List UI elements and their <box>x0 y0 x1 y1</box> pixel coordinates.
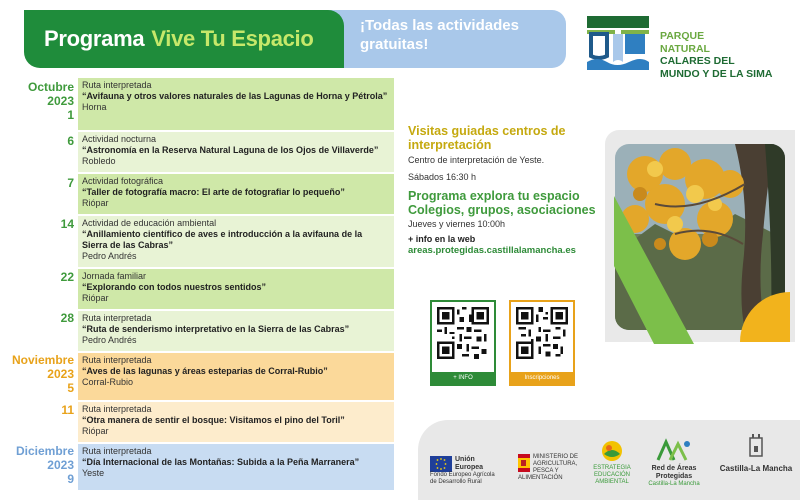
park-logo-line3: CALARES DEL <box>660 55 735 67</box>
activity-type: Actividad nocturna <box>82 134 157 144</box>
ministry-logo <box>518 454 578 482</box>
park-logo <box>585 12 795 78</box>
date-month: Diciembre <box>15 444 74 458</box>
activity-title: “Taller de fotografía macro: El arte de fotografiar lo pequeño” <box>82 187 345 197</box>
activity-type: Ruta interpretada <box>82 446 152 456</box>
schedule-item <box>78 174 394 214</box>
activity-title: “Ruta de senderismo interpretativo en la Sierra de las Cabras” <box>82 324 350 334</box>
date-nov-11 <box>61 403 74 417</box>
activity-title: “Explorando con todos nuestros sentidos” <box>82 282 267 292</box>
park-logo-icon <box>585 12 651 74</box>
schedule-item <box>78 311 394 351</box>
activity-title: “Astronomía en la Reserva Natural Laguna de los Ojos de Villaverde” <box>82 145 379 155</box>
qr-info-label: + INFO <box>432 372 494 384</box>
activity-place: Yeste <box>82 468 105 478</box>
strategy-name: ESTRATEGIA EDUCACIÓN AMBIENTAL <box>593 465 631 485</box>
date-day: 9 <box>67 472 74 486</box>
orange-circle-shape <box>740 292 790 342</box>
header-title-band <box>24 10 344 68</box>
activity-title: “Anillamiento científico de aves e introducción a la avifauna de la Sierra de las Cabras” <box>82 229 363 250</box>
date-day: 28 <box>60 311 74 325</box>
date-dec-9 <box>16 444 74 486</box>
network-name: Red de Áreas Protegidas <box>651 465 697 480</box>
activity-title: “Día Internacional de las Montañas: Subida a la Peña Marranera” <box>82 457 360 467</box>
date-oct-22 <box>61 270 74 284</box>
network-sub: Castilla-La Mancha <box>648 481 700 487</box>
ministry-name: MINISTERIO DE AGRICULTURA, PESCA Y ALIMENTACIÓN <box>518 454 579 481</box>
eu-title: Unión Europea <box>455 456 484 471</box>
network-icon <box>654 438 694 462</box>
activity-place: Riópar <box>82 426 109 436</box>
footer-logos <box>418 420 800 500</box>
activity-title: “Otra manera de sentir el bosque: Visitamos el pino del Toril” <box>82 415 345 425</box>
strategy-icon <box>601 440 623 462</box>
activity-place: Corral-Rubio <box>82 377 134 387</box>
date-day: 7 <box>67 176 74 190</box>
park-logo-line1: PARQUE <box>660 30 705 42</box>
activity-place: Riópar <box>82 198 109 208</box>
date-oct-7 <box>67 176 74 190</box>
activity-type: Jornada familiar <box>82 271 147 281</box>
park-logo-line4: MUNDO Y DE LA SIMA <box>660 67 773 80</box>
schedule-item <box>78 269 394 309</box>
more-info-label: + info en la web <box>408 234 476 244</box>
date-year: 2023 <box>47 367 74 381</box>
header-title-part2: Vive Tu Espacio <box>151 26 314 51</box>
activity-title: “Aves de las lagunas y áreas esteparias de Corral-Rubio” <box>82 366 328 376</box>
date-oct-14 <box>61 217 74 231</box>
eu-flag-icon <box>430 456 452 472</box>
eu-logo <box>430 456 500 486</box>
info-panel <box>408 124 608 257</box>
header-title-part1: Programa <box>44 26 145 51</box>
date-day: 11 <box>61 403 74 417</box>
qr-signup-label: Inscripciones <box>511 372 573 384</box>
date-oct-6 <box>67 134 74 148</box>
website-link[interactable]: areas.protegidas.castillalamancha.es <box>408 245 576 256</box>
region-logo <box>718 434 794 474</box>
visits-place: Centro de interpretación de Yeste. <box>408 155 545 165</box>
network-logo <box>640 438 708 488</box>
date-nov-5 <box>12 353 74 395</box>
date-day: 22 <box>60 270 74 284</box>
qr-code-icon <box>516 307 568 359</box>
date-month: Noviembre <box>11 353 74 367</box>
visits-heading: Visitas guiadas centros de interpretación <box>408 124 566 152</box>
qr-info[interactable] <box>430 300 496 386</box>
green-leaf-shape <box>614 196 694 344</box>
date-day: 14 <box>60 217 74 231</box>
schedule-item <box>78 444 394 490</box>
activity-type: Ruta interpretada <box>82 313 152 323</box>
activity-type: Actividad de educación ambiental <box>82 218 217 228</box>
qr-signup[interactable] <box>509 300 575 386</box>
qr-code-icon <box>437 307 489 359</box>
activity-title: “Avifauna y otros valores naturales de las Lagunas de Horna y Pétrola” <box>82 91 388 101</box>
schedule-item <box>78 216 394 267</box>
schedule-item <box>78 78 394 130</box>
activity-place: Pedro Andrés <box>82 335 137 345</box>
schedule-item <box>78 353 394 400</box>
schedule-item <box>78 402 394 442</box>
header-slogan: ¡Todas las actividades gratuitas! <box>360 17 519 53</box>
date-day: 6 <box>67 134 74 148</box>
activity-type: Ruta interpretada <box>82 355 152 365</box>
region-name: Castilla-La Mancha <box>719 464 793 473</box>
date-day: 5 <box>67 381 74 395</box>
strategy-logo <box>590 440 634 486</box>
spain-crest-icon <box>518 454 530 472</box>
activity-type: Ruta interpretada <box>82 80 152 90</box>
date-day: 1 <box>67 108 74 122</box>
date-oct-1 <box>28 80 74 122</box>
activity-type: Actividad fotográfica <box>82 176 164 186</box>
eu-sub: Fondo Europeo Agrícola de Desarrollo Rural <box>430 472 495 485</box>
activity-type: Ruta interpretada <box>82 404 152 414</box>
date-year: 2023 <box>47 94 74 108</box>
schedule-item <box>78 132 394 172</box>
castle-crest-icon <box>747 434 765 462</box>
activity-place: Robledo <box>82 156 116 166</box>
park-logo-line2: NATURAL <box>660 42 710 55</box>
program-heading: Programa explora tu espacio Colegios, grupos, asociaciones <box>408 189 596 217</box>
activity-place: Riópar <box>82 293 109 303</box>
visits-time: Sábados 16:30 h <box>408 172 477 182</box>
date-month: Octubre <box>27 80 74 94</box>
date-oct-28 <box>61 311 74 325</box>
park-logo-text <box>660 30 772 80</box>
activity-place: Pedro Andrés <box>82 251 137 261</box>
activity-place: Horna <box>82 102 107 112</box>
program-time: Jueves y viernes 10:00h <box>408 219 506 229</box>
date-year: 2023 <box>47 458 74 472</box>
